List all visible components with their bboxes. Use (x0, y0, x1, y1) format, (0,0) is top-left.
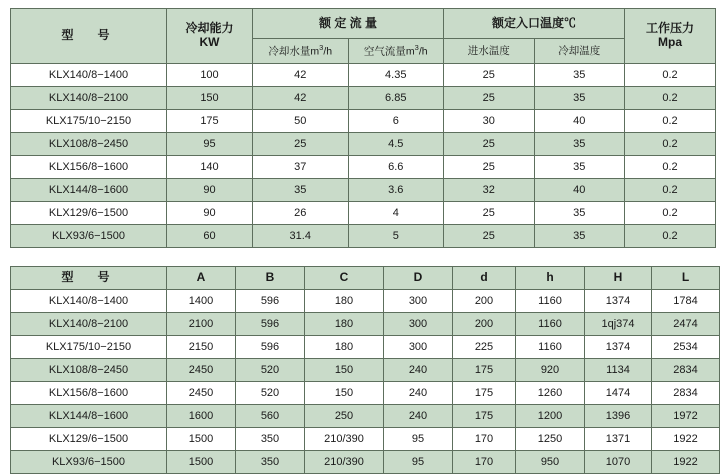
cell-value: 180 (305, 313, 384, 336)
cell-value: 150 (305, 359, 384, 382)
cell-value: 170 (453, 451, 516, 474)
cell-value: 1500 (167, 451, 236, 474)
cell-model: KLX156/8−1600 (11, 156, 167, 179)
col-rated-flow: 额 定 流 量 (253, 9, 444, 39)
cell-model: KLX144/8−1600 (11, 405, 167, 428)
cooling-capacity-label: 冷却能力 (185, 21, 234, 36)
col-c: C (305, 267, 384, 290)
cell-value: 0.2 (625, 133, 716, 156)
table-row (11, 156, 716, 179)
cell-value: 50 (253, 110, 349, 133)
cell-value: 25 (444, 225, 535, 248)
cell-value: 100 (167, 64, 253, 87)
cell-value: 175 (453, 359, 516, 382)
cell-value: 0.2 (625, 110, 716, 133)
work-pressure-label: 工作压力 (645, 21, 694, 36)
cell-model: KLX108/8−2450 (11, 133, 167, 156)
dimension-table-body (11, 290, 720, 474)
cell-value: 40 (534, 110, 625, 133)
cell-value: 920 (516, 359, 585, 382)
cell-model: KLX140/8−1400 (11, 64, 167, 87)
col-model: 型 号 (11, 267, 167, 290)
cell-model: KLX156/8−1600 (11, 382, 167, 405)
col-rated-inlet-temp: 额定入口温度℃ (444, 9, 625, 39)
table-row (11, 110, 716, 133)
cell-value: 1260 (516, 382, 585, 405)
air-flow-tail: /h (418, 45, 428, 58)
cell-value: 1374 (585, 336, 652, 359)
cell-value: 25 (444, 202, 535, 225)
col-air-flow (348, 39, 444, 64)
table-row (11, 313, 720, 336)
cell-value: 26 (253, 202, 349, 225)
col-b: B (236, 267, 305, 290)
cell-value: 1371 (585, 428, 652, 451)
header-row-top (11, 9, 716, 39)
col-model: 型 号 (11, 9, 167, 64)
cell-value: 37 (253, 156, 349, 179)
air-flow-sup: 3 (414, 43, 419, 53)
col-water-temp: 进水温度 (444, 39, 535, 64)
cell-value: 0.2 (625, 179, 716, 202)
performance-table-body (11, 64, 716, 248)
table-row (11, 336, 720, 359)
cell-value: 180 (305, 290, 384, 313)
cell-value: 25 (253, 133, 349, 156)
cell-value: 1922 (652, 451, 720, 474)
col-water-flow (253, 39, 349, 64)
cell-value: 1160 (516, 313, 585, 336)
cell-value: 1250 (516, 428, 585, 451)
cell-value: 1600 (167, 405, 236, 428)
cell-value: 40 (534, 179, 625, 202)
col-d-small: d (453, 267, 516, 290)
cell-value: 0.2 (625, 87, 716, 110)
col-cooling-capacity (167, 9, 253, 64)
cell-value: 25 (444, 133, 535, 156)
cell-value: 240 (384, 382, 453, 405)
cell-value: 1396 (585, 405, 652, 428)
cell-value: 1972 (652, 405, 720, 428)
cell-value: 200 (453, 290, 516, 313)
cell-value: 2534 (652, 336, 720, 359)
cell-value: 520 (236, 359, 305, 382)
col-cool-temp: 冷却温度 (534, 39, 625, 64)
cell-model: KLX129/6−1500 (11, 428, 167, 451)
cell-value: 175 (453, 405, 516, 428)
cell-value: 25 (444, 156, 535, 179)
table-row (11, 451, 720, 474)
table-row (11, 202, 716, 225)
col-l: L (652, 267, 720, 290)
cell-value: 560 (236, 405, 305, 428)
performance-table (10, 8, 716, 248)
cell-model: KLX144/8−1600 (11, 179, 167, 202)
col-h-large: H (585, 267, 652, 290)
cooling-capacity-unit: KW (199, 35, 220, 49)
cell-model: KLX93/6−1500 (11, 451, 167, 474)
cell-value: 300 (384, 336, 453, 359)
water-flow-sup: 3 (319, 43, 324, 53)
cell-value: 31.4 (253, 225, 349, 248)
cell-model: KLX108/8−2450 (11, 359, 167, 382)
cell-value: 42 (253, 64, 349, 87)
cell-value: 95 (167, 133, 253, 156)
cell-value: 2474 (652, 313, 720, 336)
cell-value: 1160 (516, 290, 585, 313)
cell-value: 596 (236, 313, 305, 336)
dimension-table (10, 266, 720, 474)
col-h-small: h (516, 267, 585, 290)
cell-value: 210/390 (305, 428, 384, 451)
cell-value: 1qj374 (585, 313, 652, 336)
cell-value: 35 (534, 87, 625, 110)
cell-value: 350 (236, 451, 305, 474)
cell-value: 35 (534, 133, 625, 156)
cell-value: 2150 (167, 336, 236, 359)
cell-value: 180 (305, 336, 384, 359)
cell-value: 4.5 (348, 133, 444, 156)
cell-value: 35 (534, 202, 625, 225)
cell-value: 2450 (167, 382, 236, 405)
cell-value: 35 (253, 179, 349, 202)
cell-model: KLX93/6−1500 (11, 225, 167, 248)
cell-value: 0.2 (625, 202, 716, 225)
cell-value: 950 (516, 451, 585, 474)
cell-value: 60 (167, 225, 253, 248)
cell-model: KLX175/10−2150 (11, 110, 167, 133)
cell-value: 300 (384, 290, 453, 313)
table-row (11, 133, 716, 156)
cell-value: 240 (384, 359, 453, 382)
table-row (11, 225, 716, 248)
cell-value: 1400 (167, 290, 236, 313)
table-row (11, 179, 716, 202)
cell-value: 95 (384, 451, 453, 474)
air-flow-label: 空气流量m (363, 45, 415, 58)
cell-value: 32 (444, 179, 535, 202)
table-row (11, 64, 716, 87)
cell-value: 150 (167, 87, 253, 110)
table-row (11, 290, 720, 313)
cell-value: 25 (444, 87, 535, 110)
cell-model: KLX140/8−1400 (11, 290, 167, 313)
col-d: D (384, 267, 453, 290)
cell-value: 0.2 (625, 156, 716, 179)
cell-value: 6.85 (348, 87, 444, 110)
cell-model: KLX129/6−1500 (11, 202, 167, 225)
cell-model: KLX140/8−2100 (11, 313, 167, 336)
cell-value: 4.35 (348, 64, 444, 87)
water-flow-tail: /h (323, 45, 333, 58)
cell-value: 170 (453, 428, 516, 451)
cell-value: 1922 (652, 428, 720, 451)
table-row (11, 359, 720, 382)
cell-value: 90 (167, 202, 253, 225)
cell-value: 596 (236, 336, 305, 359)
table-row (11, 382, 720, 405)
cell-value: 1070 (585, 451, 652, 474)
cell-value: 6.6 (348, 156, 444, 179)
cell-value: 35 (534, 225, 625, 248)
cell-value: 95 (384, 428, 453, 451)
col-a: A (167, 267, 236, 290)
cell-value: 2100 (167, 313, 236, 336)
performance-table-head (11, 9, 716, 64)
cell-value: 3.6 (348, 179, 444, 202)
header-row (11, 267, 720, 290)
cell-value: 175 (453, 382, 516, 405)
cell-value: 250 (305, 405, 384, 428)
work-pressure-unit: Mpa (658, 35, 682, 49)
table-row (11, 428, 720, 451)
cell-value: 1784 (652, 290, 720, 313)
cell-value: 140 (167, 156, 253, 179)
cell-value: 350 (236, 428, 305, 451)
water-flow-label: 冷却水量m (268, 45, 320, 58)
table-row (11, 87, 716, 110)
cell-value: 200 (453, 313, 516, 336)
cell-value: 1134 (585, 359, 652, 382)
cell-value: 42 (253, 87, 349, 110)
cell-value: 0.2 (625, 64, 716, 87)
cell-value: 225 (453, 336, 516, 359)
cell-model: KLX140/8−2100 (11, 87, 167, 110)
cell-value: 90 (167, 179, 253, 202)
cell-value: 1374 (585, 290, 652, 313)
cell-value: 5 (348, 225, 444, 248)
cell-value: 2834 (652, 382, 720, 405)
cell-value: 1500 (167, 428, 236, 451)
cell-value: 1200 (516, 405, 585, 428)
table-row (11, 405, 720, 428)
cell-value: 35 (534, 156, 625, 179)
cell-model: KLX175/10−2150 (11, 336, 167, 359)
cell-value: 596 (236, 290, 305, 313)
cell-value: 35 (534, 64, 625, 87)
col-work-pressure (625, 9, 716, 64)
cell-value: 4 (348, 202, 444, 225)
cell-value: 210/390 (305, 451, 384, 474)
cell-value: 1160 (516, 336, 585, 359)
cell-value: 175 (167, 110, 253, 133)
cell-value: 25 (444, 64, 535, 87)
dimension-table-head (11, 267, 720, 290)
cell-value: 0.2 (625, 225, 716, 248)
cell-value: 30 (444, 110, 535, 133)
cell-value: 6 (348, 110, 444, 133)
cell-value: 1474 (585, 382, 652, 405)
cell-value: 150 (305, 382, 384, 405)
cell-value: 300 (384, 313, 453, 336)
cell-value: 2834 (652, 359, 720, 382)
cell-value: 2450 (167, 359, 236, 382)
cell-value: 240 (384, 405, 453, 428)
cell-value: 520 (236, 382, 305, 405)
